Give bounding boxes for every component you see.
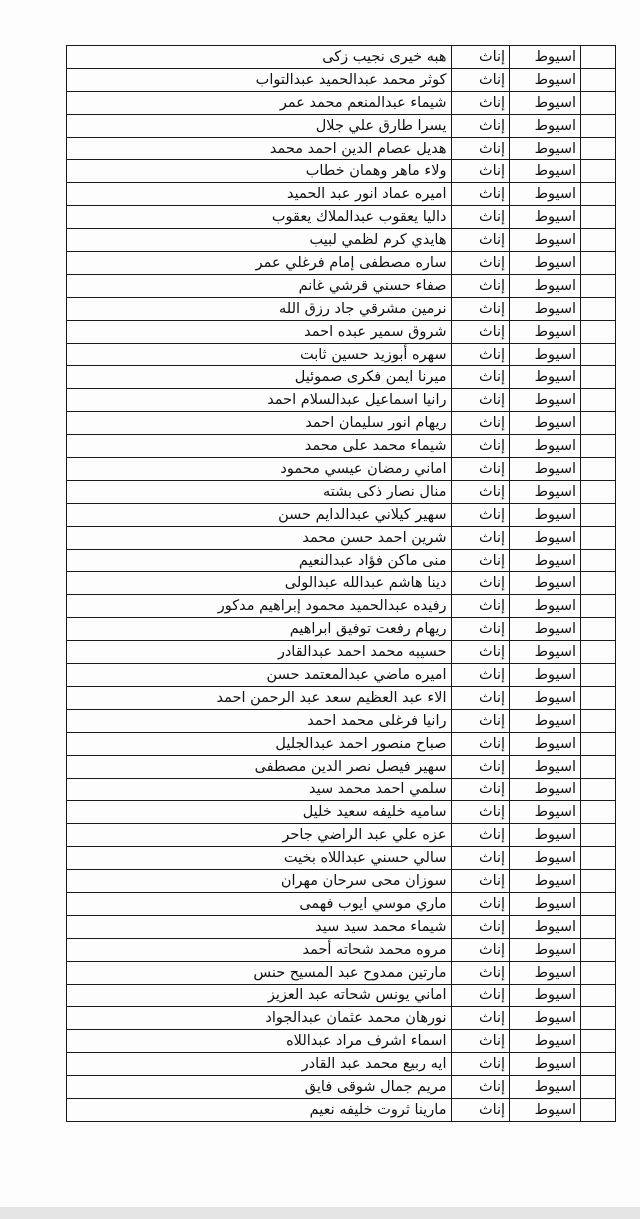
gender-cell: إناث [451, 46, 510, 69]
table-row [67, 435, 616, 458]
name-cell: مارتين ممدوح عبد المسيح حنس [67, 961, 452, 984]
name-cell: هايدي كرم لظمي لبيب [67, 229, 452, 252]
blank-cell [581, 686, 616, 709]
name-cell: شيماء محمد سيد سيد [67, 915, 452, 938]
gender-cell: إناث [451, 938, 510, 961]
blank-cell [581, 618, 616, 641]
table-row [67, 68, 616, 91]
gender-cell: إناث [451, 686, 510, 709]
table-row [67, 870, 616, 893]
city-cell: اسيوط [510, 46, 581, 69]
gender-cell: إناث [451, 274, 510, 297]
blank-cell [581, 641, 616, 664]
name-cell: هديل عصام الدين احمد محمد [67, 137, 452, 160]
city-cell: اسيوط [510, 618, 581, 641]
city-cell: اسيوط [510, 1098, 581, 1121]
city-cell: اسيوط [510, 435, 581, 458]
table-row [67, 1007, 616, 1030]
city-cell: اسيوط [510, 1076, 581, 1099]
gender-cell: إناث [451, 252, 510, 275]
city-cell: اسيوط [510, 183, 581, 206]
city-cell: اسيوط [510, 480, 581, 503]
blank-cell [581, 572, 616, 595]
gender-cell: إناث [451, 389, 510, 412]
table-row [67, 91, 616, 114]
name-cell: داليا يعقوب عبدالملاك يعقوب [67, 206, 452, 229]
blank-cell [581, 709, 616, 732]
table-row [67, 572, 616, 595]
table-row [67, 320, 616, 343]
blank-cell [581, 366, 616, 389]
name-cell: ساره مصطفى إمام فرغلي عمر [67, 252, 452, 275]
name-cell: منى ماكن فؤاد عبدالنعيم [67, 549, 452, 572]
name-cell: اماني رمضان عيسي محمود [67, 458, 452, 481]
city-cell: اسيوط [510, 160, 581, 183]
gender-cell: إناث [451, 709, 510, 732]
blank-cell [581, 549, 616, 572]
name-cell: اماني يونس شحاته عبد العزيز [67, 984, 452, 1007]
blank-cell [581, 1098, 616, 1121]
gender-cell: إناث [451, 114, 510, 137]
blank-cell [581, 160, 616, 183]
name-cell: هبه خيرى نجيب زكى [67, 46, 452, 69]
blank-cell [581, 68, 616, 91]
name-cell: عزه علي عبد الراضي جاحر [67, 824, 452, 847]
table-row [67, 847, 616, 870]
name-cell: رانيا فرغلى محمد احمد [67, 709, 452, 732]
table-row [67, 984, 616, 1007]
blank-cell [581, 1076, 616, 1099]
gender-cell: إناث [451, 641, 510, 664]
table-row [67, 343, 616, 366]
gender-cell: إناث [451, 595, 510, 618]
table-row [67, 114, 616, 137]
blank-cell [581, 252, 616, 275]
table-row [67, 183, 616, 206]
city-cell: اسيوط [510, 847, 581, 870]
blank-cell [581, 938, 616, 961]
gender-cell: إناث [451, 320, 510, 343]
name-cell: مريم جمال شوقى فايق [67, 1076, 452, 1099]
table-row [67, 732, 616, 755]
gender-cell: إناث [451, 91, 510, 114]
blank-cell [581, 412, 616, 435]
name-cell: نورهان محمد عثمان عبدالجواد [67, 1007, 452, 1030]
blank-cell [581, 984, 616, 1007]
gender-cell: إناث [451, 68, 510, 91]
table-row [67, 938, 616, 961]
names-table-container [66, 45, 616, 1122]
city-cell: اسيوط [510, 343, 581, 366]
table-row [67, 709, 616, 732]
blank-cell [581, 755, 616, 778]
blank-cell [581, 435, 616, 458]
table-row [67, 1053, 616, 1076]
name-cell: اميره ماضي عبدالمعتمد حسن [67, 664, 452, 687]
city-cell: اسيوط [510, 458, 581, 481]
city-cell: اسيوط [510, 961, 581, 984]
gender-cell: إناث [451, 183, 510, 206]
gender-cell: إناث [451, 297, 510, 320]
gender-cell: إناث [451, 526, 510, 549]
gender-cell: إناث [451, 229, 510, 252]
gender-cell: إناث [451, 206, 510, 229]
table-row [67, 480, 616, 503]
city-cell: اسيوط [510, 572, 581, 595]
city-cell: اسيوط [510, 503, 581, 526]
table-row [67, 641, 616, 664]
city-cell: اسيوط [510, 526, 581, 549]
table-row [67, 778, 616, 801]
city-cell: اسيوط [510, 1053, 581, 1076]
gender-cell: إناث [451, 435, 510, 458]
blank-cell [581, 183, 616, 206]
gender-cell: إناث [451, 458, 510, 481]
table-row [67, 206, 616, 229]
name-cell: ولاء ماهر وهمان خطاب [67, 160, 452, 183]
name-cell: رفيده عبدالحميد محمود إبراهيم مدكور [67, 595, 452, 618]
gender-cell: إناث [451, 1053, 510, 1076]
blank-cell [581, 389, 616, 412]
name-cell: ساميه خليفه سعيد خليل [67, 801, 452, 824]
gender-cell: إناث [451, 732, 510, 755]
gender-cell: إناث [451, 847, 510, 870]
gender-cell: إناث [451, 801, 510, 824]
blank-cell [581, 137, 616, 160]
name-cell: دينا هاشم عبدالله عبدالولى [67, 572, 452, 595]
table-row [67, 366, 616, 389]
city-cell: اسيوط [510, 755, 581, 778]
blank-cell [581, 778, 616, 801]
table-row [67, 526, 616, 549]
name-cell: صباح منصور احمد عبدالجليل [67, 732, 452, 755]
table-row [67, 595, 616, 618]
blank-cell [581, 1030, 616, 1053]
table-row [67, 664, 616, 687]
name-cell: رانيا اسماعيل عبدالسلام احمد [67, 389, 452, 412]
names-table-body [67, 46, 616, 1122]
name-cell: مروه محمد شحاته أحمد [67, 938, 452, 961]
name-cell: منال نصار ذكى بشته [67, 480, 452, 503]
blank-cell [581, 229, 616, 252]
city-cell: اسيوط [510, 732, 581, 755]
blank-cell [581, 91, 616, 114]
gender-cell: إناث [451, 1030, 510, 1053]
city-cell: اسيوط [510, 320, 581, 343]
city-cell: اسيوط [510, 778, 581, 801]
table-row [67, 1030, 616, 1053]
name-cell: كوثر محمد عبدالحميد عبدالتواب [67, 68, 452, 91]
name-cell: نرمين مشرقي جاد رزق الله [67, 297, 452, 320]
city-cell: اسيوط [510, 870, 581, 893]
gender-cell: إناث [451, 480, 510, 503]
name-cell: ايه ربيع محمد عبد القادر [67, 1053, 452, 1076]
name-cell: سوزان محى سرحان مهران [67, 870, 452, 893]
city-cell: اسيوط [510, 1007, 581, 1030]
blank-cell [581, 915, 616, 938]
table-row [67, 389, 616, 412]
table-row [67, 46, 616, 69]
city-cell: اسيوط [510, 709, 581, 732]
gender-cell: إناث [451, 412, 510, 435]
city-cell: اسيوط [510, 801, 581, 824]
table-row [67, 274, 616, 297]
city-cell: اسيوط [510, 68, 581, 91]
gender-cell: إناث [451, 572, 510, 595]
gender-cell: إناث [451, 892, 510, 915]
gender-cell: إناث [451, 778, 510, 801]
name-cell: سلمي احمد محمد سيد [67, 778, 452, 801]
gender-cell: إناث [451, 961, 510, 984]
blank-cell [581, 801, 616, 824]
city-cell: اسيوط [510, 641, 581, 664]
blank-cell [581, 824, 616, 847]
gender-cell: إناث [451, 549, 510, 572]
city-cell: اسيوط [510, 114, 581, 137]
table-row [67, 252, 616, 275]
table-row [67, 755, 616, 778]
gender-cell: إناث [451, 870, 510, 893]
name-cell: حسيبه محمد احمد عبدالقادر [67, 641, 452, 664]
city-cell: اسيوط [510, 892, 581, 915]
gender-cell: إناث [451, 915, 510, 938]
blank-cell [581, 274, 616, 297]
city-cell: اسيوط [510, 412, 581, 435]
blank-cell [581, 343, 616, 366]
table-row [67, 915, 616, 938]
names-table [66, 45, 616, 1122]
city-cell: اسيوط [510, 984, 581, 1007]
gender-cell: إناث [451, 664, 510, 687]
table-row [67, 892, 616, 915]
name-cell: شيماء عبدالمنعم محمد عمر [67, 91, 452, 114]
blank-cell [581, 503, 616, 526]
name-cell: ريهام انور سليمان احمد [67, 412, 452, 435]
name-cell: يسرا طارق علي جلال [67, 114, 452, 137]
city-cell: اسيوط [510, 686, 581, 709]
blank-cell [581, 870, 616, 893]
table-row [67, 458, 616, 481]
city-cell: اسيوط [510, 595, 581, 618]
name-cell: شيماء محمد على محمد [67, 435, 452, 458]
blank-cell [581, 297, 616, 320]
name-cell: ماري موسي ايوب فهمى [67, 892, 452, 915]
city-cell: اسيوط [510, 664, 581, 687]
blank-cell [581, 664, 616, 687]
gender-cell: إناث [451, 1098, 510, 1121]
blank-cell [581, 847, 616, 870]
name-cell: سهره أبوزيد حسين ثابت [67, 343, 452, 366]
blank-cell [581, 320, 616, 343]
table-row [67, 618, 616, 641]
table-row [67, 229, 616, 252]
city-cell: اسيوط [510, 915, 581, 938]
city-cell: اسيوط [510, 389, 581, 412]
city-cell: اسيوط [510, 274, 581, 297]
blank-cell [581, 114, 616, 137]
city-cell: اسيوط [510, 252, 581, 275]
gender-cell: إناث [451, 1076, 510, 1099]
blank-cell [581, 961, 616, 984]
gender-cell: إناث [451, 343, 510, 366]
blank-cell [581, 732, 616, 755]
city-cell: اسيوط [510, 938, 581, 961]
table-row [67, 961, 616, 984]
name-cell: شرين احمد حسن محمد [67, 526, 452, 549]
table-row [67, 1098, 616, 1121]
city-cell: اسيوط [510, 366, 581, 389]
name-cell: الاء عبد العظيم سعد عبد الرحمن احمد [67, 686, 452, 709]
table-row [67, 801, 616, 824]
blank-cell [581, 526, 616, 549]
name-cell: شروق سمير عبده احمد [67, 320, 452, 343]
table-row [67, 1076, 616, 1099]
name-cell: صفاء حسني قرشي غانم [67, 274, 452, 297]
name-cell: ميرنا ايمن فكرى صموئيل [67, 366, 452, 389]
gender-cell: إناث [451, 137, 510, 160]
gender-cell: إناث [451, 824, 510, 847]
name-cell: اميره عماد انور عبد الحميد [67, 183, 452, 206]
gender-cell: إناث [451, 618, 510, 641]
blank-cell [581, 892, 616, 915]
city-cell: اسيوط [510, 206, 581, 229]
blank-cell [581, 1053, 616, 1076]
gender-cell: إناث [451, 366, 510, 389]
table-row [67, 137, 616, 160]
table-row [67, 824, 616, 847]
table-row [67, 160, 616, 183]
city-cell: اسيوط [510, 297, 581, 320]
city-cell: اسيوط [510, 137, 581, 160]
table-row [67, 297, 616, 320]
city-cell: اسيوط [510, 824, 581, 847]
name-cell: ريهام رفعت توفيق ابراهيم [67, 618, 452, 641]
name-cell: سهير فيصل نصر الدين مصطفى [67, 755, 452, 778]
blank-cell [581, 1007, 616, 1030]
blank-cell [581, 458, 616, 481]
table-row [67, 686, 616, 709]
gender-cell: إناث [451, 984, 510, 1007]
blank-cell [581, 595, 616, 618]
city-cell: اسيوط [510, 1030, 581, 1053]
table-row [67, 503, 616, 526]
city-cell: اسيوط [510, 549, 581, 572]
name-cell: سهير كيلاني عبدالدايم حسن [67, 503, 452, 526]
gender-cell: إناث [451, 160, 510, 183]
city-cell: اسيوط [510, 91, 581, 114]
gender-cell: إناث [451, 503, 510, 526]
gender-cell: إناث [451, 755, 510, 778]
blank-cell [581, 206, 616, 229]
city-cell: اسيوط [510, 229, 581, 252]
blank-cell [581, 480, 616, 503]
bottom-bar [0, 1207, 640, 1219]
name-cell: اسماء اشرف مراد عبداللاه [67, 1030, 452, 1053]
table-row [67, 412, 616, 435]
gender-cell: إناث [451, 1007, 510, 1030]
name-cell: سالي حسني عبداللاه بخيت [67, 847, 452, 870]
blank-cell [581, 46, 616, 69]
name-cell: مارينا ثروت خليفه نعيم [67, 1098, 452, 1121]
table-row [67, 549, 616, 572]
